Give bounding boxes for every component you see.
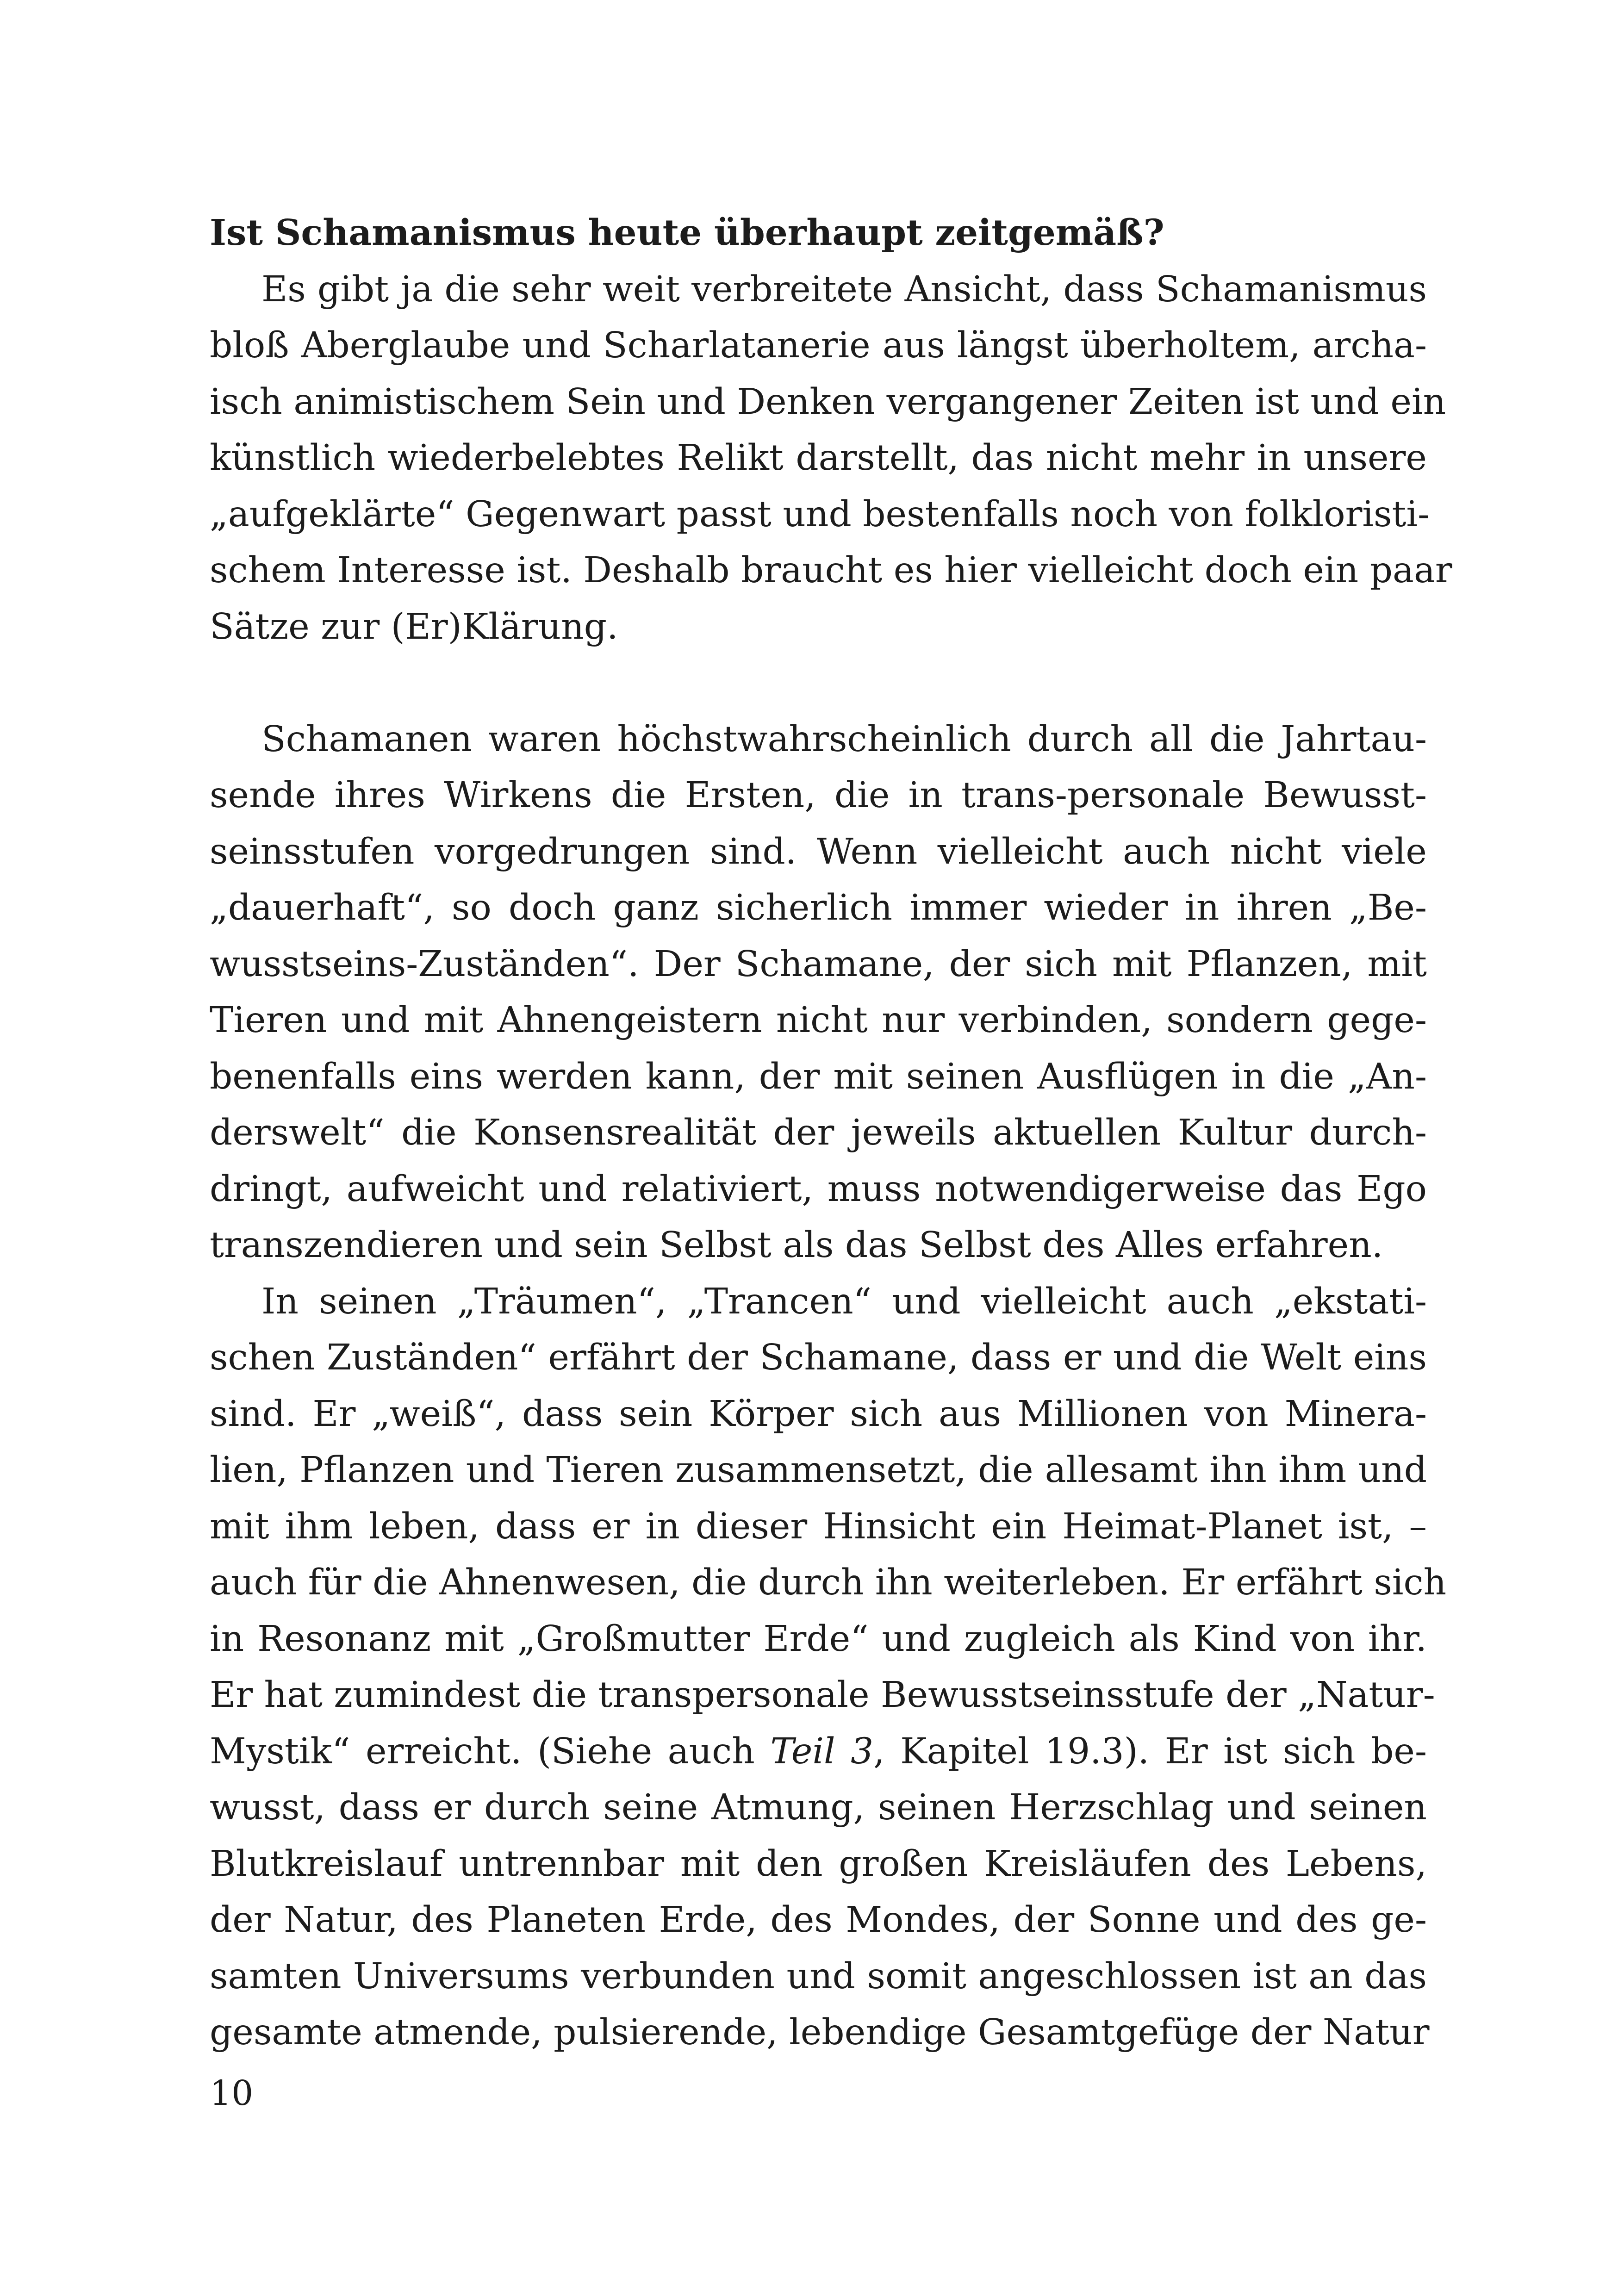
text-line: künstlich wiederbelebtes Relikt darstellt, das nicht mehr in unsere <box>210 437 1427 479</box>
text-line: Schamanen waren höchstwahrscheinlich durch all die Jahrtau- <box>261 718 1427 760</box>
text-line: mit ihm leben, dass er in dieser Hinsicht ein Heimat-Planet ist, – <box>210 1506 1427 1547</box>
text-line: der Natur, des Planeten Erde, des Mondes, der Sonne und des ge- <box>210 1899 1427 1941</box>
text-line: benenfalls eins werden kann, der mit seinen Ausflügen in die „An- <box>210 1056 1427 1097</box>
text-run: Mystik“ erreicht. (Siehe auch <box>210 1730 771 1772</box>
page-number: 10 <box>210 2073 254 2113</box>
text-line: Sätze zur (Er)Klärung. <box>210 606 618 647</box>
text-line: samten Universums verbunden und somit angeschlossen ist an das <box>210 1955 1427 1997</box>
text-line: Blutkreislauf untrennbar mit den großen Kreisläufen des Lebens, <box>210 1843 1427 1885</box>
text-line: dringt, aufweicht und relativiert, muss notwendigerweise das Ego <box>210 1168 1427 1210</box>
text-line: seinsstufen vorgedrungen sind. Wenn vielleicht auch nicht viele <box>210 831 1427 872</box>
text-line: Tieren und mit Ahnengeistern nicht nur verbinden, sondern gege- <box>210 1000 1427 1041</box>
text-line: schen Zuständen“ erfährt der Schamane, dass er und die Welt eins <box>210 1337 1427 1378</box>
text-line: bloß Aberglaube und Scharlatanerie aus längst überholtem, archa- <box>210 325 1427 366</box>
text-line-with-italic <box>210 1724 1427 1780</box>
text-line: sende ihres Wirkens die Ersten, die in trans-personale Bewusst- <box>210 775 1427 816</box>
text-line: derswelt“ die Konsensrealität der jeweils aktuellen Kultur durch- <box>210 1112 1427 1153</box>
page-body <box>210 205 1452 2061</box>
text-line: gesamte atmende, pulsierende, lebendige Gesamtgefüge der Natur <box>210 2012 1430 2053</box>
text-line: „dauerhaft“, so doch ganz sicherlich immer wieder in ihren „Be- <box>210 887 1427 928</box>
text-line: „aufgeklärte“ Gegenwart passt und bestenfalls noch von folkloristi- <box>210 493 1430 535</box>
text-line: lien, Pflanzen und Tieren zusammensetzt, die allesamt ihn ihm und <box>210 1450 1427 1491</box>
text-run: , Kapitel 19.3). Er ist sich be- <box>873 1730 1427 1772</box>
text-line: wusst, dass er durch seine Atmung, seinen Herzschlag und seinen <box>210 1787 1427 1828</box>
italic-reference: Teil 3 <box>770 1730 874 1772</box>
text-line: In seinen „Träumen“, „Trancen“ und vielleicht auch „ekstati- <box>261 1281 1427 1322</box>
text-line: Es gibt ja die sehr weit verbreitete Ansicht, dass Schamanismus <box>261 268 1427 310</box>
text-line: schem Interesse ist. Deshalb braucht es hier vielleicht doch ein paar <box>210 550 1452 591</box>
text-line: auch für die Ahnenwesen, die durch ihn weiterleben. Er erfährt sich <box>210 1562 1447 1603</box>
section-heading: Ist Schamanismus heute überhaupt zeitgemäß? <box>210 212 1164 254</box>
text-line: Er hat zumindest die transpersonale Bewusstseinsstufe der „Natur- <box>210 1674 1435 1716</box>
text-line: in Resonanz mit „Großmutter Erde“ und zugleich als Kind von ihr. <box>210 1618 1427 1660</box>
text-line: isch animistischem Sein und Denken vergangener Zeiten ist und ein <box>210 381 1446 423</box>
paragraph-gap <box>210 655 1427 711</box>
text-line: wusstseins-Zuständen“. Der Schamane, der sich mit Pflanzen, mit <box>210 943 1427 985</box>
text-line: transzendieren und sein Selbst als das Selbst des Alles erfahren. <box>210 1225 1383 1266</box>
text-line: sind. Er „weiß“, dass sein Körper sich aus Millionen von Minera- <box>210 1393 1427 1435</box>
